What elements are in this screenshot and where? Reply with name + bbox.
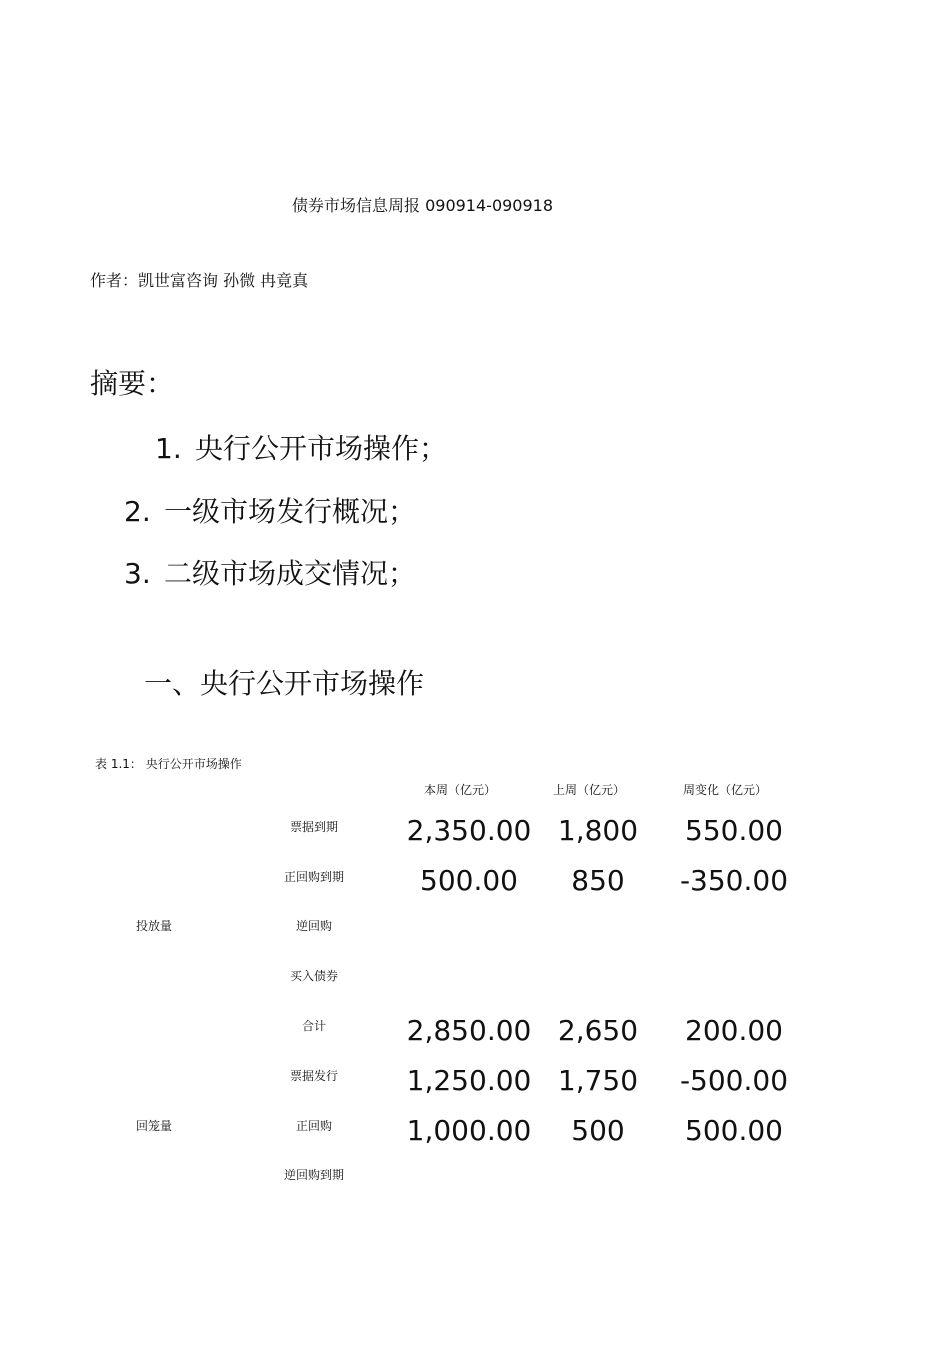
cell-this-week: 1,250.00: [406, 1064, 532, 1097]
cell-last-week: 2,650: [557, 1014, 639, 1047]
table-caption: 表 1.1： 央行公开市场操作: [95, 757, 242, 771]
row-label: 合计: [301, 1019, 326, 1033]
row-label: 逆回购到期: [283, 1168, 344, 1182]
cell-this-week: 2,350.00: [406, 814, 532, 847]
summary-item-text: 一级市场发行概况；: [164, 495, 417, 528]
cell-weekly-change: -500.00: [679, 1064, 789, 1097]
row-label: 正回购到期: [283, 870, 344, 884]
cell-weekly-change: -350.00: [679, 864, 789, 897]
summary-item: [124, 552, 416, 592]
cell-this-week: 2,850.00: [406, 1014, 532, 1047]
document-author: 作者：凯世富咨询 孙微 冉竟真: [90, 271, 309, 290]
summary-heading: 摘要：: [90, 367, 175, 400]
row-label: 票据发行: [289, 1069, 338, 1083]
row-label: 正回购: [295, 1119, 332, 1133]
cell-weekly-change: 200.00: [685, 1014, 783, 1047]
summary-item-text: 二级市场成交情况；: [164, 557, 417, 590]
row-label: 买入债券: [289, 969, 338, 983]
summary-item-number: 2.: [124, 495, 151, 528]
column-header-this-week: 本周（亿元）: [424, 783, 497, 797]
cell-last-week: 1,750: [557, 1064, 639, 1097]
summary-item-number: 1.: [155, 432, 182, 465]
summary-item-number: 3.: [124, 557, 151, 590]
cell-weekly-change: 550.00: [685, 814, 783, 847]
column-header-last-week: 上周（亿元）: [553, 783, 626, 797]
cell-this-week: 1,000.00: [406, 1114, 532, 1147]
group-label-injection: 投放量: [136, 919, 173, 933]
cell-last-week: 850: [571, 864, 625, 897]
cell-last-week: 1,800: [557, 814, 639, 847]
cell-this-week: 500.00: [420, 864, 518, 897]
section-heading: 一、央行公开市场操作: [144, 667, 425, 700]
group-label-withdrawal: 回笼量: [136, 1119, 173, 1133]
summary-item: [124, 490, 416, 530]
row-label: 票据到期: [289, 820, 338, 834]
cell-weekly-change: 500.00: [685, 1114, 783, 1147]
row-label: 逆回购: [295, 919, 332, 933]
summary-item-text: 央行公开市场操作；: [195, 432, 448, 465]
cell-last-week: 500: [571, 1114, 625, 1147]
summary-item: [155, 427, 447, 467]
column-header-weekly-change: 周变化（亿元）: [683, 783, 768, 797]
document-title: 债券市场信息周报 090914-090918: [292, 196, 554, 215]
